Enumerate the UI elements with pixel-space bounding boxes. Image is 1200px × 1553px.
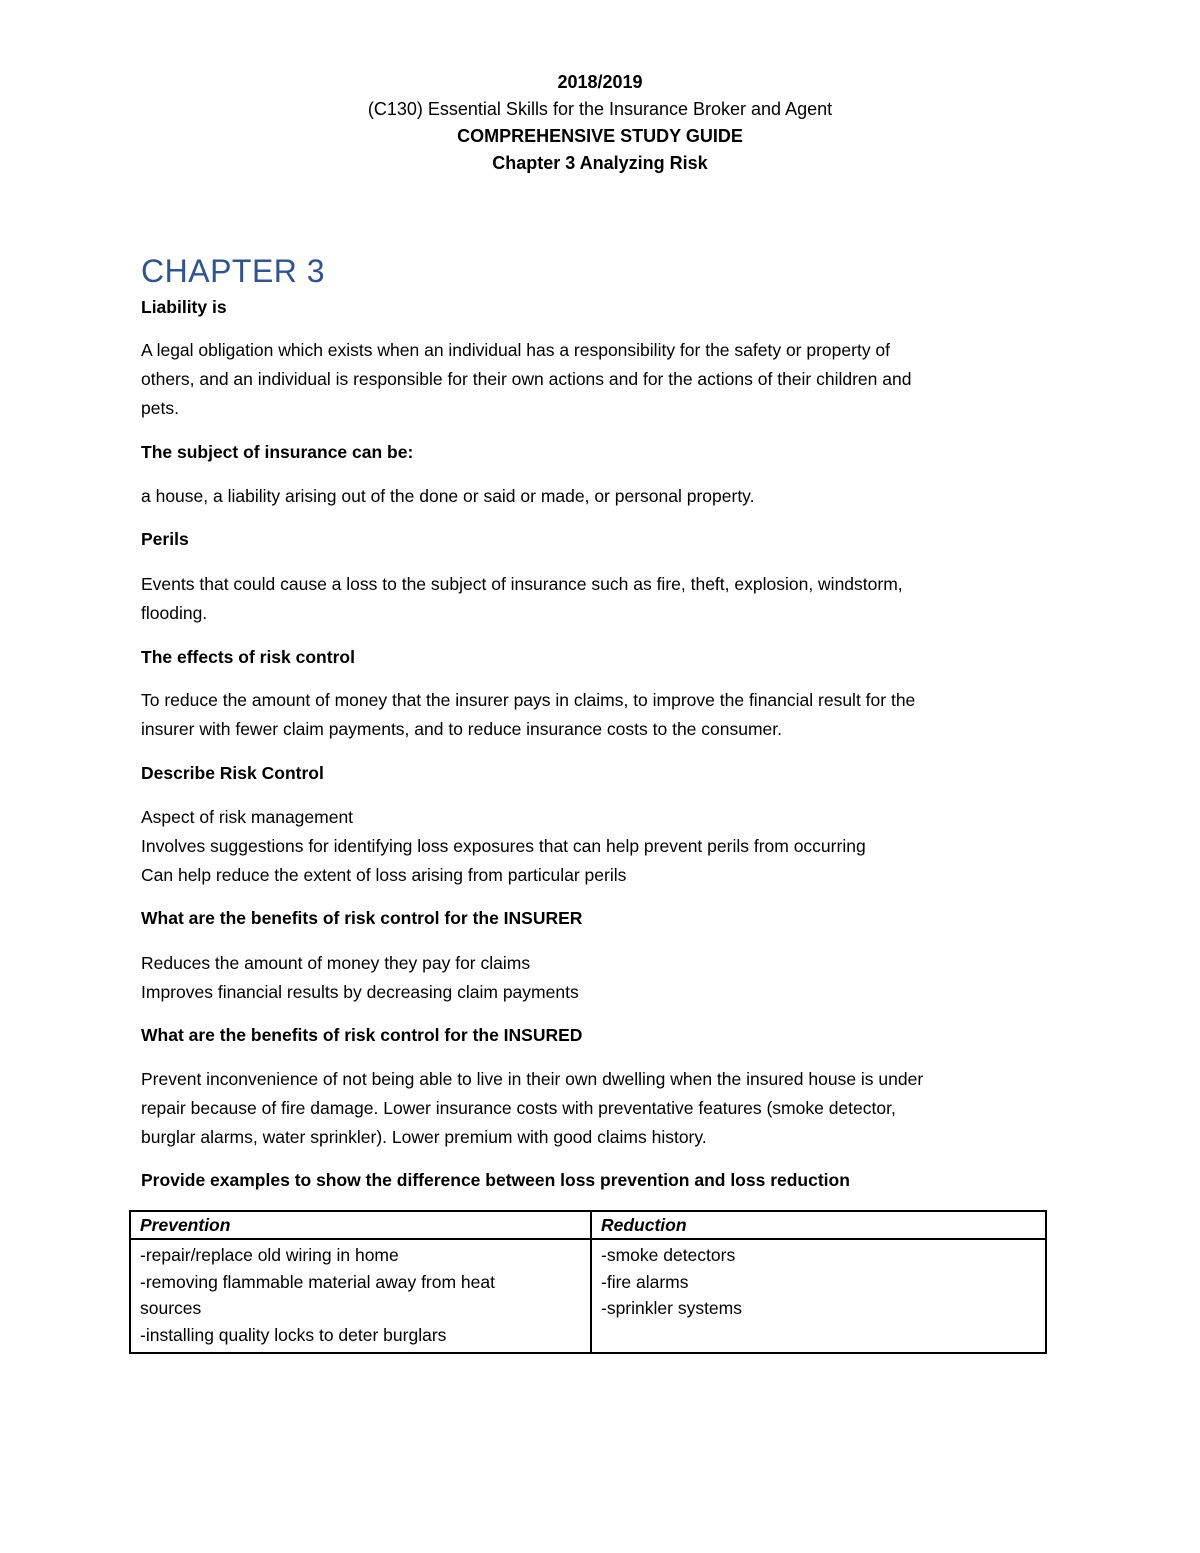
reduction-item: -fire alarms — [601, 1271, 689, 1292]
effects-line: insurer with fewer claim payments, and to reduce insurance costs to the consumer. — [141, 719, 782, 739]
insurer-line: Improves financial results by decreasing claim payments — [141, 982, 579, 1002]
header-guide: COMPREHENSIVE STUDY GUIDE — [457, 126, 743, 146]
prevention-item: -removing flammable material away from heat — [140, 1271, 495, 1292]
insured-line: repair because of fire damage. Lower insurance costs with preventative features (smoke detector, — [141, 1098, 896, 1118]
prevention-item: -repair/replace old wiring in home — [140, 1245, 399, 1265]
reduction-cell — [591, 1239, 1046, 1353]
insurer-text — [141, 949, 1046, 1007]
perils-heading: Perils — [141, 529, 189, 549]
table-header-row — [130, 1211, 1046, 1239]
effects-text — [141, 686, 1046, 744]
table-header-reduction: Reduction — [591, 1211, 1046, 1239]
insurer-heading: What are the benefits of risk control for the INSURER — [141, 908, 583, 928]
document-header — [141, 69, 1059, 177]
subject-line: a house, a liability arising out of the done or said or made, or personal property. — [141, 486, 755, 506]
header-chapter: Chapter 3 Analyzing Risk — [492, 153, 708, 173]
perils-line: Events that could cause a loss to the subject of insurance such as fire, theft, explosion, windstorm, — [141, 574, 903, 594]
effects-heading: The effects of risk control — [141, 647, 355, 667]
header-year: 2018/2019 — [557, 72, 643, 92]
liability-text — [141, 336, 1046, 423]
header-course: (C130) Essential Skills for the Insurance Broker and Agent — [367, 99, 833, 119]
liability-line: others, and an individual is responsible for their own actions and for the actions of their children and — [141, 369, 912, 389]
reduction-item: -sprinkler systems — [601, 1298, 742, 1318]
prevention-cell — [130, 1239, 591, 1353]
prevention-item: -installing quality locks to deter burglars — [140, 1324, 447, 1345]
table-row — [130, 1239, 1046, 1353]
examples-heading: Provide examples to show the difference between loss prevention and loss reduction — [141, 1170, 850, 1190]
describe-line: Aspect of risk management — [141, 807, 354, 827]
effects-line: To reduce the amount of money that the insurer pays in claims, to improve the financial result for the — [141, 690, 916, 710]
insurer-line: Reduces the amount of money they pay for claims — [141, 953, 531, 973]
describe-line: Can help reduce the extent of loss arising from particular perils — [141, 865, 627, 885]
liability-line: A legal obligation which exists when an individual has a responsibility for the safety or property of — [141, 340, 891, 360]
describe-text — [141, 803, 1046, 890]
describe-heading: Describe Risk Control — [141, 763, 324, 783]
subject-heading: The subject of insurance can be: — [141, 442, 414, 462]
liability-line: pets. — [141, 398, 179, 418]
prevention-reduction-table — [129, 1210, 1047, 1354]
perils-text — [141, 570, 1046, 628]
insured-line: Prevent inconvenience of not being able to live in their own dwelling when the insured house is under — [141, 1069, 924, 1089]
liability-heading: Liability is — [141, 297, 227, 317]
subject-text — [141, 482, 1046, 511]
insured-line: burglar alarms, water sprinkler). Lower premium with good claims history. — [141, 1127, 707, 1147]
prevention-item: sources — [140, 1298, 202, 1318]
chapter-heading: CHAPTER 3 — [141, 253, 326, 289]
insured-heading: What are the benefits of risk control for the INSURED — [141, 1025, 583, 1045]
insured-text — [141, 1065, 1046, 1152]
perils-line: flooding. — [141, 603, 208, 623]
describe-line: Involves suggestions for identifying loss exposures that can help prevent perils from occurring — [141, 836, 866, 856]
reduction-item: -smoke detectors — [601, 1245, 736, 1265]
table-header-prevention: Prevention — [130, 1211, 591, 1239]
